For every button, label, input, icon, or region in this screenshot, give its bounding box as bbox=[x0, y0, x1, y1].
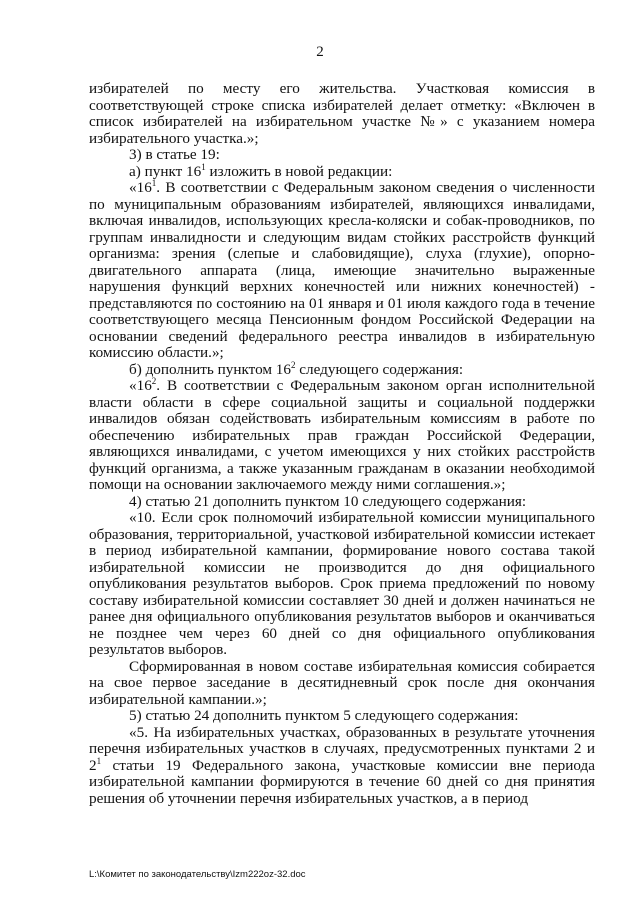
file-path-footer: L:\Комитет по законодательству\Izm222oz-32.doc bbox=[89, 869, 306, 880]
paragraph: избирателей по месту его жительства. Участковая комиссия в соответствующей строке списка избирателей делает отметку: «Включен в список избирателей на избирательном участке №» с указанием номера избирательного участка.»; bbox=[89, 80, 595, 147]
paragraph: «5. На избирательных участках, образованных в результате уточнения перечня избирательных участков в случаях, предусмотренных пунктами 2 и $2^1$ статьи 19 Федерального закона, участковые комиссии вне периода избирательной кампании формируются в течение 60 дней со дня принятия решения об уточнении перечня избирательных участков, а в период bbox=[89, 723, 595, 807]
paragraph: б) дополнить пунктом $16^2$ следующего содержания: bbox=[129, 359, 464, 378]
paragraph: Сформированная в новом составе избирательная комиссия собирается на свое первое заседание в десятидневный срок после дня окончания избирательной кампании.»; bbox=[89, 657, 595, 708]
page-number: 2 bbox=[316, 44, 324, 60]
paragraph: «$16^1$. В соответствии с Федеральным законом сведения о численности по муниципальным образованиям избирателей, являющихся инвалидами, включая инвалидов, использующих кресла-коляски и собак-проводников, по группам инвалидности и следующим видам стойких расстройств функций организма: зрения (слепые и слабовидящие), слуха (глухие), опорно-двигательного аппарата (лица, имеющие значительно выраженные нарушения функций верхних конечностей или нижних конечностей) - представляются по состоянию на 01 января и 01 июля каждого года в течение соответствующего месяца Пенсионным фондом Российской Федерации на основании сведений федерального реестра инвалидов в избирательную комиссию области.»; bbox=[89, 177, 595, 361]
paragraph: а) пункт $16^1$ изложить в новой редакции: bbox=[129, 161, 393, 180]
paragraph: 4) статью 21 дополнить пунктом 10 следующего содержания: bbox=[129, 492, 527, 510]
paragraph: 5) статью 24 дополнить пунктом 5 следующего содержания: bbox=[129, 707, 519, 724]
paragraph: «$16^2$. В соответствии с Федеральным законом орган исполнительной власти области в сфере социальной защиты и социальной поддержки инвалидов обязан содействовать избирательным комиссиям в работе по обеспечению избирательных прав граждан Российской Федерации, являющихся инвалидами, с учетом имеющихся у них стойких расстройств функций организма, а также указанным гражданам в оказании необходимой помощи на основании заключаемого между ними соглашения.»; bbox=[89, 375, 595, 493]
paragraph: «10. Если срок полномочий избирательной комиссии муниципального образования, территориальной, участковой избирательной комиссии истекает в период избирательной кампании, формирование нового состава такой избирательной комиссии не производится до дня официального опубликования результатов выборов. Срок приема предложений по новому составу избирательной комиссии составляет 30 дней и должен начинаться не ранее дня официального опубликования результатов выборов и оканчиваться не позднее чем через 60 дней со дня официального опубликования результатов выборов. bbox=[89, 509, 595, 658]
document-body bbox=[89, 81, 595, 807]
paragraph: 3) в статье 19: bbox=[129, 146, 220, 163]
